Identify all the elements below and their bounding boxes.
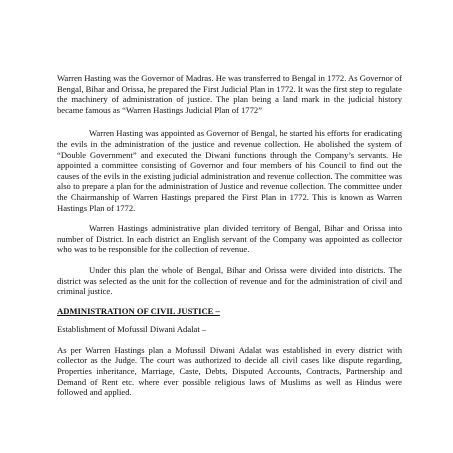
paragraph-mofussil-adalat: As per Warren Hastings plan a Mofussil Diwani Adalat was established in every district with collector as the Judge. The court was authorized to decide all civil cases like dispute regarding, Properties inheritance, Marriage, Caste, Debts, Disputed Accounts, Contracts, Partnership and Demand of Rent etc. where ever possible religious laws of Muslims as well as Hindus were followed and applied. xyxy=(57,344,402,398)
paragraph-districts: Under this plan the whole of Bengal, Bihar and Orissa were divided into districts. The district was selected as the unit for the collection of revenue and for the administration of civil and criminal justice. xyxy=(57,264,402,297)
paragraph-intro: Warren Hasting was the Governor of Madras. He was transferred to Bengal in 1772. As Governor of Bengal, Bihar and Orissa, he prepared the First Judicial Plan in 1772. It was the first step to regulate the machinery of administration of justice. The plan being a land mark in the judicial history became famous as “Warren Hastings Judicial Plan of 1772” xyxy=(57,73,402,115)
section-heading: ADMINISTRATION OF CIVIL JUSTICE – xyxy=(57,305,220,316)
document-body xyxy=(57,73,402,398)
paragraph-administrative-plan: Warren Hastings administrative plan divided territory of Bengal, Bihar and Orissa into number of District. In each district an English servant of the Company was appointed as collector who was to be responsible for the collection of revenue. xyxy=(57,223,402,255)
section-subheading: Establishment of Mofussil Diwani Adalat – xyxy=(57,324,207,335)
paragraph-governor-efforts: Warren Hasting was appointed as Governor of Bengal, he started his efforts for eradicating the evils in the administration of the justice and revenue collection. He abolished the system of “Double Government” and executed the Diwani functions through the Company’s servants. He appointed a committee consisting of Governor and four members of his Council to find out the causes of the evils in the existing judicial administration and revenue collection. The committee was also to prepare a plan for the administration of Justice and revenue collection. The committee under the Chairmanship of Warren Hastings prepared the First Plan in 1772. This is known as Warren Hastings Plan of 1772. xyxy=(57,128,402,213)
